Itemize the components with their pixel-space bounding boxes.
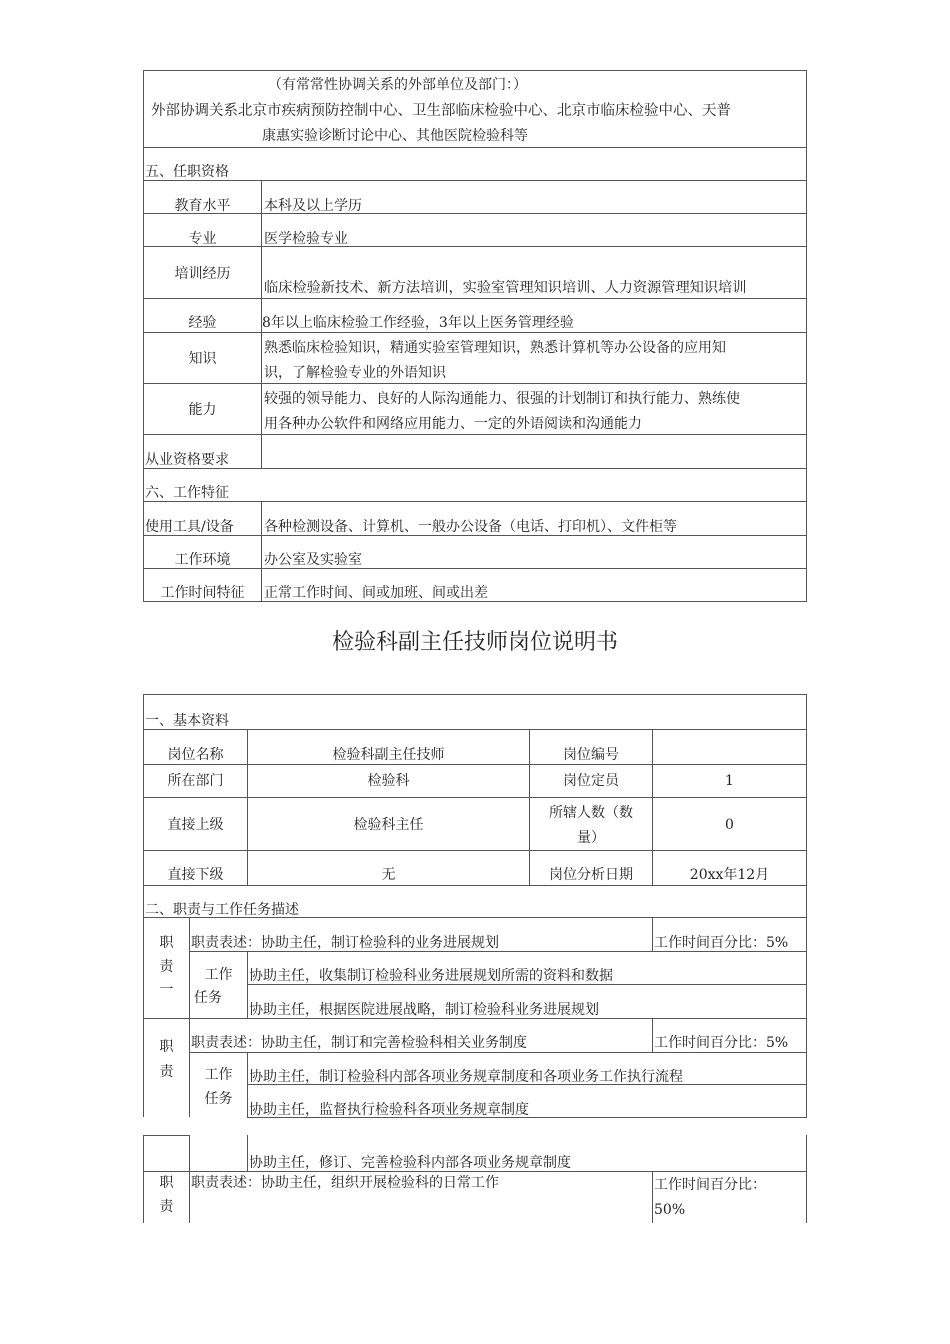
environment-value: 办公室及实验室 (264, 552, 362, 568)
duty3-time-percent-value: 50% (654, 1202, 686, 1218)
duty1-task1: 协助主任，收集制订检验科业务进展规划所需的资料和数据 (249, 968, 613, 984)
duty2-task2: 协助主任，监督执行检验科各项业务规章制度 (249, 1102, 529, 1118)
duty2-time-percent: 工作时间百分比：5% (654, 1035, 789, 1051)
ability-value-line1: 较强的领导能力、良好的人际沟通能力、很强的计划制订和执行能力、熟练使 (264, 391, 740, 407)
education-label: 教育水平 (174, 198, 231, 214)
work-time-label: 工作时间特征 (160, 585, 245, 601)
ability-value-line2: 用各种办公软件和网络应用能力、一定的外语阅读和沟通能力 (264, 416, 642, 432)
duty1-label-char1: 职 (159, 935, 174, 951)
document-title: 检验科副主任技师岗位说明书 (331, 630, 618, 655)
direct-superior-label: 直接上级 (167, 817, 224, 833)
external-relations-line1: 外部协调关系北京市疾病预防控制中心、卫生部临床检验中心、北京市临床检验中心、天普 (151, 103, 731, 119)
duty2-label-char1: 职 (159, 1039, 174, 1055)
major-value: 医学检验专业 (264, 231, 348, 247)
tools-label: 使用工具/设备 (145, 519, 234, 535)
duty1-task2: 协助主任，根据医院进展战略，制订检验科业务进展规划 (249, 1002, 599, 1018)
direct-subordinate-value: 无 (381, 867, 396, 883)
training-value: 临床检验新技术、新方法培训，实验室管理知识培训、人力资源管理知识培训 (264, 280, 747, 296)
experience-label: 经验 (188, 315, 217, 331)
section-title-work-features: 六、工作特征 (145, 485, 229, 501)
duty3-label-char1: 职 (159, 1175, 174, 1191)
duty2-task1: 协助主任，制订检验科内部各项业务规章制度和各项业务工作执行流程 (249, 1069, 683, 1085)
ability-label: 能力 (188, 402, 217, 418)
duty1-time-percent: 工作时间百分比：5% (654, 935, 789, 951)
duty3-description: 职责表述：协助主任，组织开展检验科的日常工作 (191, 1175, 499, 1191)
section-title-basic-info: 一、基本资料 (145, 713, 229, 729)
duty2-description: 职责表述：协助主任，制订和完善检验科相关业务制度 (191, 1035, 527, 1051)
duty1-description: 职责表述：协助主任，制订检验科的业务进展规划 (191, 935, 499, 951)
section-title-qualifications: 五、任职资格 (145, 164, 229, 180)
tools-value: 各种检测设备、计算机、一般办公设备（电话、打印机）、文件柜等 (264, 519, 677, 535)
duty2-task-label-line2: 任务 (204, 1091, 233, 1107)
duty1-label-char2: 责 (159, 959, 174, 975)
duty3-label-char2: 责 (159, 1199, 174, 1215)
analysis-date-label: 岗位分析日期 (549, 867, 633, 883)
duty3-time-percent-label: 工作时间百分比： (654, 1177, 766, 1193)
experience-value: 8年以上临床检验工作经验，3年以上医务管理经验 (262, 315, 574, 331)
position-no-label: 岗位编号 (563, 747, 619, 763)
department-label: 所在部门 (167, 773, 224, 789)
headcount-label: 岗位定员 (563, 773, 619, 789)
work-time-value: 正常工作时间、间或加班、间或出差 (264, 585, 488, 601)
duty2-task-label-line1: 工作 (204, 1067, 233, 1083)
subordinates-count-label-line2: 量） (577, 830, 605, 846)
position-name-label: 岗位名称 (167, 747, 224, 763)
major-label: 专业 (188, 231, 217, 247)
duty2-task3: 协助主任，修订、完善检验科内部各项业务规章制度 (249, 1155, 571, 1171)
external-relations-line2: 康惠实验诊断讨论中心、其他医院检验科等 (262, 128, 528, 144)
position-name-value: 检验科副主任技师 (332, 747, 445, 763)
direct-subordinate-label: 直接下级 (167, 867, 224, 883)
training-label: 培训经历 (174, 266, 231, 282)
qualification-requirement-label: 从业资格要求 (145, 452, 229, 468)
external-note: （有常常性协调关系的外部单位及部门：） (268, 77, 527, 93)
knowledge-value-line1: 熟悉临床检验知识，精通实验室管理知识，熟悉计算机等办公设备的应用知 (264, 340, 726, 356)
direct-superior-value: 检验科主任 (353, 817, 424, 833)
subordinates-count-value: 0 (725, 817, 734, 833)
duty2-label-char2: 责 (159, 1064, 174, 1080)
duty1-label-char3: 一 (159, 982, 174, 998)
headcount-value: 1 (725, 773, 734, 789)
analysis-date-value: 20xx年12月 (689, 867, 770, 883)
section-title-duties: 二、职责与工作任务描述 (145, 902, 299, 918)
knowledge-label: 知识 (188, 351, 217, 367)
duty1-task-label-line2: 任务 (194, 990, 222, 1006)
duty1-task-label-line1: 工作 (204, 967, 233, 983)
education-value: 本科及以上学历 (264, 198, 362, 214)
department-value: 检验科 (367, 773, 410, 789)
knowledge-value-line2: 识，了解检验专业的外语知识 (264, 365, 446, 381)
environment-label: 工作环境 (174, 552, 231, 568)
subordinates-count-label-line1: 所辖人数（数 (549, 805, 633, 821)
